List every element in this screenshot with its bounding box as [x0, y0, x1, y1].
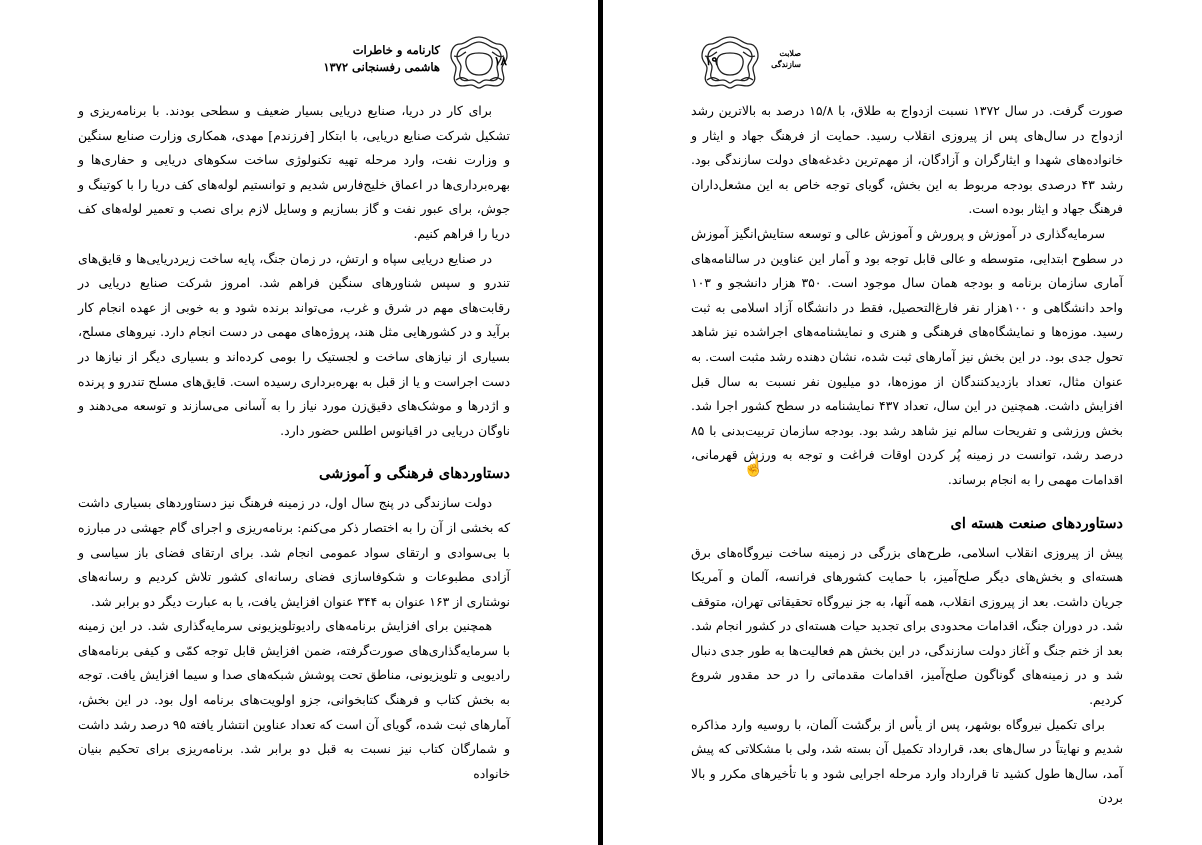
paragraph: صورت گرفت. در سال ۱۳۷۲ نسبت ازدواج به طلاق، با ۱۵/۸ درصد به بالاترین رشد ازدواج در سال‌های پس از پیروزی انقلاب رسید. حمایت از فرهنگ جهاد و ایثار و خانواده‌های شهدا و ایثارگران و آزادگان، از مهم‌ترین دغدغه‌های دولت سازندگی بود. رشد ۴۳ درصدی بودجه مربوط به این بخش، گویای توجه خاص به این مشعل‌داران فرهنگ جهاد و ایثار بوده است. — [691, 103, 1124, 217]
left-page — [0, 0, 598, 845]
right-page — [603, 0, 1202, 845]
page-number: ۱۸ — [494, 54, 507, 68]
paragraph: همچنین برای افزایش برنامه‌های رادیوتلویزیونی سرمایه‌گذاری شد. در این زمینه با سرمایه‌گذاری‌های صورت‌گرفته، ضمن افزایش قابل توجه کمّی و کیفی برنامه‌های رادیویی و تلویزیونی، مناطق تحت پوشش شبکه‌های صدا و سیما افزایش یافت. توجه به بخش کتاب و فرهنگ کتابخوانی، جزو اولویت‌های برنامه اول بود. در این بخش، آمارهای ثبت شده، گویای آن است که تعداد عناوین انتشار یافته ۹۵ درصد رشد داشت و شمارگان کتاب نیز نسبت به قبل دو برابر شد. برنامه‌ریزی برای تحکیم بنیان خانواده — [78, 618, 510, 781]
ornament-icon — [699, 34, 761, 90]
paragraph: سرمایه‌گذاری در آموزش و پرورش و آموزش عالی و توسعه ستایش‌انگیز آموزش در سطوح ابتدایی، متوسطه و عالی قابل توجه بود و آمار این عناوین در سالنامه‌های آماری سازمان برنامه و بودجه همان سال موجود است. ۳۵۰ هزار دانشجو و ۱۰۳ واحد دانشگاهی و ۱۰۰هزار نفر فارغ‌التحصیل، فقط در دانشگاه آزاد اسلامی به ثبت رسید. موزه‌ها و نمایشگاه‌های فرهنگی و هنری و نمایشنامه‌های اجراشده نیز شاهد تحول جدی بود. در این بخش نیز آمارهای ثبت شده، نشان دهنده رشد مثبت است. به عنوان مثال، تعداد بازدیدکنندگان از موزه‌ها، دو میلیون نفر نسبت به سال قبل افزایش داشت. همچنین در این سال، تعداد ۴۳۷ نمایشنامه در سطح کشور اجرا شد. بخش ورزشی و تفریحات سالم نیز شاهد رشد بود. بودجه سازمان تربیت‌بدنی با ۸۵ درصد رشد، توانست در زمینه پُر کردن اوقات فراغت و توجه به ورزش قهرمانی، اقدامات مهمی را به انجام برساند. — [691, 225, 1123, 487]
paragraph: برای کار در دریا، صنایع دریایی بسیار ضعیف و سطحی بودند. با برنامه‌ریزی و تشکیل شرکت صنایع دریایی، با ابتکار [فرزندم] مهدی، همکاری وزارت صنایع سنگین و وزارت نفت، وارد مرحله تهیه تکنولوژی ساخت سکوهای دریایی و حفاری‌ها و بهره‌برداری‌ها در اعماق خلیج‌فارس شدیم و توانستیم لوله‌های کف دریا را با کوتینگ و جوش، برای عبور نفت و گاز بسازیم و وسایل لازم برای نصب و تعمیر لوله‌های کف دریا را فراهم کنیم. — [78, 103, 510, 241]
paragraph: پیش از پیروزی انقلاب اسلامی، طرح‌های بزرگی در زمینه ساخت نیروگاه‌های برق هسته‌ای و بخش‌های دیگر صلح‌آمیز، با حمایت کشورهای فرانسه، آلمان و آمریکا جریان داشت. بعد از پیروزی انقلاب، همه آنها، به جز نیروگاه تحقیقاتی تهران، متوقف شد. در دوران جنگ، اقدامات محدودی برای تجدید حیات هسته‌ای در کشور انجام شد. بعد از ختم جنگ و آغاز دولت سازندگی، در این بخش هم فعالیت‌ها به طور جدی دنبال شد و در زمینه‌های گوناگون صلح‌آمیز، اقدامات مقدماتی را در حد مقدور شروع کردیم. — [691, 544, 1123, 708]
left-page-header — [323, 34, 510, 90]
running-title-line2: هاشمی رفسنجانی ۱۳۷۲ — [323, 60, 440, 74]
running-title — [761, 48, 801, 70]
left-body-text — [78, 99, 510, 786]
running-title-line1: کارنامه و خاطرات — [352, 43, 440, 57]
running-title — [300, 42, 440, 76]
running-title-line2: سازندگی — [771, 59, 801, 69]
running-title-line1: صلابت — [779, 48, 801, 58]
paragraph: دولت سازندگی در پنج سال اول، در زمینه فرهنگ نیز دستاوردهای بسیاری داشت که بخشی از آن را به اختصار ذکر می‌کنم: برنامه‌ریزی و اجرای گام جهشی در مبارزه با بی‌سوادی و ارتقای سواد عمومی انجام شد. برای ارتقای فضای باز سیاسی و آزادی مطبوعات و شکوفاسازی فضای رسانه‌ای کشور تلاش کردیم و رسانه‌های نوشتاری از ۱۶۳ عنوان به ۳۴۴ عنوان افزایش یافت، یا به عبارت دیگر دو برابر شد. — [78, 495, 510, 609]
section-heading: دستاوردهای صنعت هسته ای — [950, 514, 1123, 532]
paragraph: در صنایع دریایی سپاه و ارتش، در زمان جنگ، پایه ساخت زیردریایی‌ها و قایق‌های تندرو و سپس شناورهای سنگین فراهم شد. امروز شرکت صنایع دریایی در رقابت‌های مهم در شرق و غرب، می‌تواند برنده شود و به خوبی از عهده انجام کار برآید و در کشورهایی مثل هند، پروژه‌های مهمی در دست انجام دارد. نیروهای مسلح، بسیاری از نیازهای ساخت و لجستیک را بومی کرده‌اند و بسیاری دیگر از نیازها در دست اجراست و یا از قبل به بهره‌برداری رسیده است. قایق‌های مسلح تندرو و پرنده و اژدرها و موشک‌های دقیق‌زن مورد نیاز را به آسانی می‌سازند و توسعه می‌دهند و ناوگان دریایی در اقیانوس اطلس حضور دارد. — [78, 250, 510, 438]
right-page-header — [693, 34, 873, 90]
section-heading: دستاوردهای فرهنگی و آموزشی — [319, 465, 510, 483]
hand-cursor-icon: ☝ — [743, 458, 765, 478]
paragraph: برای تکمیل نیروگاه بوشهر، پس از یأس از برگشت آلمان، با روسیه وارد مذاکره شدیم و نهایتاً در سال‌های بعد، قرارداد تکمیل آن بسته شد، ولی با مشکلاتی که پیش آمد، سال‌ها طول کشید تا قرارداد وارد مرحله اجرایی شود و با تأخیرهای مکرر و بالا بردن — [691, 716, 1123, 806]
right-body-text — [691, 99, 1123, 811]
page-number: ۱۹ — [705, 54, 718, 68]
